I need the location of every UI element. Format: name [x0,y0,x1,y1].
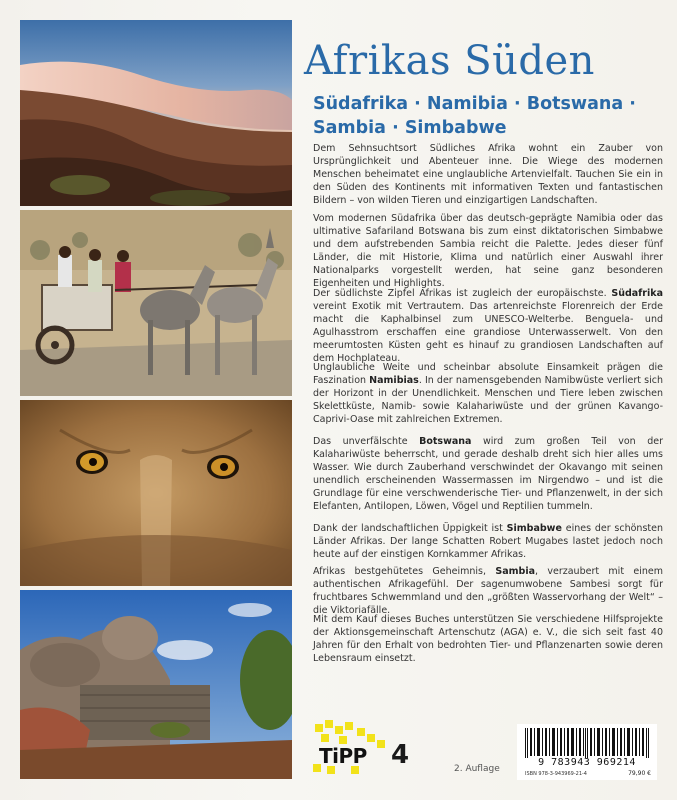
book-title: Afrikas Süden [304,38,595,84]
paragraph-suedafrika [313,287,663,365]
logo-text: TiPP [319,744,367,768]
paragraph-simbabwe [313,522,663,561]
photo-rock-ruins [20,590,292,779]
country-name: Simbabwe [506,523,562,534]
tipp4-logo [313,720,423,775]
ean-barcode [517,724,657,780]
country-name: Namibias [369,375,419,386]
edition-label: 2. Auflage [454,764,500,774]
paragraph-sambia [313,565,663,617]
text-span: , verzaubert mit einem authentischen Afrikagefühl. Der sagenumwobene Sambesi sorgt für fruchtbares Schwemmland und den „größten Wasservorhang der Welt“ – die Viktoriafälle. [313,566,663,616]
paragraph-intro: Dem Sehnsuchtsort Südliches Afrika wohnt ein Zauber von Ursprünglichkeit und Abenteuer inne. Die Wiege des modernen Menschen beheimatet eine unglaubliche Artenvielfalt. Tauchen Sie ein in den Süden des Kontinents mit informativen Texten und fantastischen Bildern – von wilden Tieren und einzigartigen Landschaften. [313,143,663,206]
text-span: wird zum großen Teil von der Kalahariwüste beherrscht, und gerade deshalb dreht sich hier alles ums Wasser. Wie durch Zauberhand verschwindet der Okavango mit seinen unendlich erscheinenden Wassermassen im Nirgendwo – und ist die Grundlage für eine verschwenderische Tier- und Pflanzenwelt, in der sich Elefanten, Antilopen, Löwen, Vögel und Reptilien tummeln. [313,436,663,512]
isbn-label: ISBN 978-3-943969-21-4 [525,771,587,777]
price-label: 79,90 € [628,770,651,777]
paragraph-charity: Mit dem Kauf dieses Buches unterstützen Sie verschiedene Hilfsprojekte der Aktionsgemeinschaft Artenschutz (AGA) e. V., die sich seit fast 40 Jahren für den Erhalt von bedrohten Tier- und Pflanzenarten sowie deren Lebensraum einsetzt. [313,614,663,664]
photo-donkey-cart [20,210,292,396]
text-span: Unglaubliche Weite und scheinbar absolute Einsamkeit prägen die Faszination [313,362,663,386]
barcode-number: 9 783943 969214 [538,757,636,768]
paragraph-botswana [313,435,663,513]
logo-number: 4 [391,740,410,770]
country-name: Südafrika [611,288,663,299]
text-span: Afrikas bestgehütetes Geheimnis, [313,566,487,577]
text-span: Dank der landschaftlichen Üppigkeit ist [313,523,503,534]
text-span: Das unverfälschte [313,436,408,447]
country-name: Sambia [495,566,535,577]
text-span: . In der namensgebenden Namibwüste verliert sich der Horizont in der Unendlichkeit. Menschen und Tiere leben zwischen Skelettküste, Namib- sowie Kalahariwüste und der grünen Kavango-Caprivi-Oase mit zahlreichen Extremen. [313,375,663,425]
barcode-bars-icon [523,728,651,758]
photo-lion-face [20,400,292,586]
subtitle-line-2: Sambia · Simbabwe [313,118,507,138]
subtitle-line-1: Südafrika · Namibia · Botswana · [313,94,636,114]
text-span: Der südlichste Zipfel Afrikas ist zugleich der europäischste. [313,288,607,299]
photo-table-mountain-clouds [20,20,292,206]
text-span: eines der schönsten Länder Afrikas. Der lange Schatten Robert Mugabes lastet jedoch noch heute auf der einstigen Kornkammer Afrikas. [313,523,663,560]
text-span: vereint Exotik mit Vertrautem. Das artenreichste Florenreich der Erde macht die Kaphalbinsel zum UNESCO-Welterbe. Benguela- und Agulhasstrom erschaffen eine grandiose Unterwasserwelt. Von den meerumtosten Küsten geht es hinauf zu grandiosen Landschaften auf dem Hochplateau. [313,301,663,364]
paragraph-countries: Vom modernen Südafrika über das deutsch-geprägte Namibia oder das ultimative Safariland Botswana bis zum einst diktatorischen Simbabwe und dem aufstrebenden Sambia reicht die Palette. Jedes dieser fünf Länder, die mit Historie, Klima und natürlich einer Auswahl ihrer Nationalparks vorgestellt werden, hat seine ganz besonderen Eigenheiten und Highlights. [313,213,663,289]
country-name: Botswana [419,436,472,447]
paragraph-namibia [313,361,663,426]
book-subtitle [313,92,663,140]
